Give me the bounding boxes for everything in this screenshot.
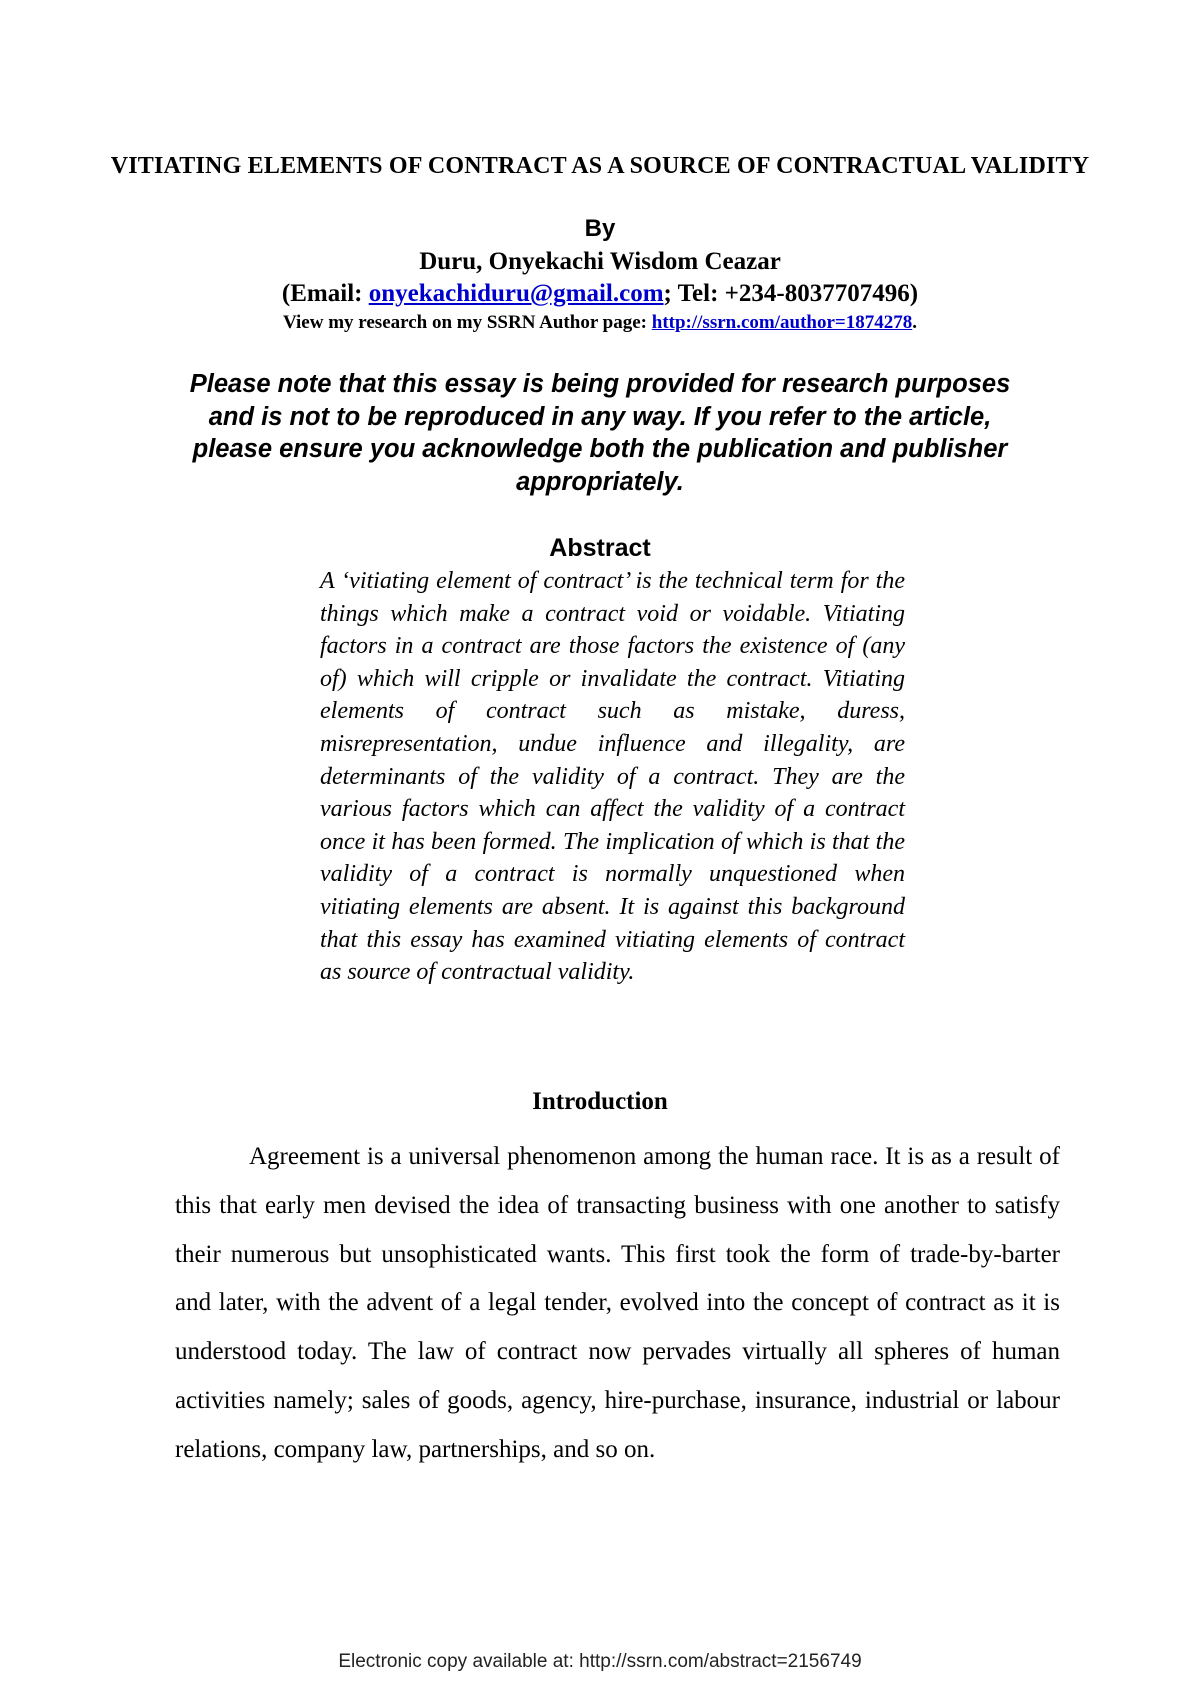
introduction-heading: Introduction	[532, 1088, 668, 1115]
introduction-paragraph: Agreement is a universal phenomenon among the human race. It is as a result of this that early men devised the idea of transacting business with one another to satisfy their numerous but unsophisticated wants. This first took the form of trade-by-barter and later, with the advent of a legal tender, evolved into the concept of contract as it is understood today. The law of contract now pervades virtually all spheres of human activities namely; sales of goods, agency, hire-purchase, insurance, industrial or labour relations, company law, partnerships, and so on.	[175, 1143, 1060, 1463]
ssrn-suffix: .	[912, 312, 917, 333]
paper-title: VITIATING ELEMENTS OF CONTRACT AS A SOURCE OF CONTRACTUAL VALIDITY	[110, 153, 1090, 179]
email-prefix: (Email:	[281, 280, 369, 307]
abstract-heading: Abstract	[549, 534, 651, 562]
ssrn-prefix: View my research on my SSRN Author page:	[283, 312, 652, 333]
author-name: Duru, Onyekachi Wisdom Ceazar	[419, 248, 781, 275]
by-label: By	[584, 215, 616, 242]
ssrn-author-link[interactable]: http://ssrn.com/author=1874278	[651, 312, 913, 333]
telephone-text: ; Tel: +234-8037707496)	[663, 280, 919, 307]
author-contact	[100, 278, 1100, 310]
research-notice: Please note that this essay is being provided for research purposes and is not to be reproduced in any way. If you refer to the article, please ensure you acknowledge both the publication and publisher appropriately.	[189, 370, 1011, 496]
email-link[interactable]: onyekachiduru@gmail.com	[368, 280, 664, 307]
abstract-text: A ‘vitiating element of contract’ is the technical term for the things which make a contract void or voidable. Vitiating factors in a contract are those factors the existence of (any of) which will cripple or invalidate the contract. Vitiating elements of contract such as mistake, duress, misrepresentation, undue influence and illegality, are determinants of the validity of a contract. They are the various factors which can affect the validity of a contract once it has been formed. The implication of which is that the validity of a contract is normally unquestioned when vitiating elements are absent. It is against this background that this essay has examined vitiating elements of contract as source of contractual validity.	[320, 568, 905, 986]
page-footer: Electronic copy available at: http://ssrn.com/abstract=2156749	[338, 1651, 862, 1672]
ssrn-author-line	[100, 310, 1100, 336]
